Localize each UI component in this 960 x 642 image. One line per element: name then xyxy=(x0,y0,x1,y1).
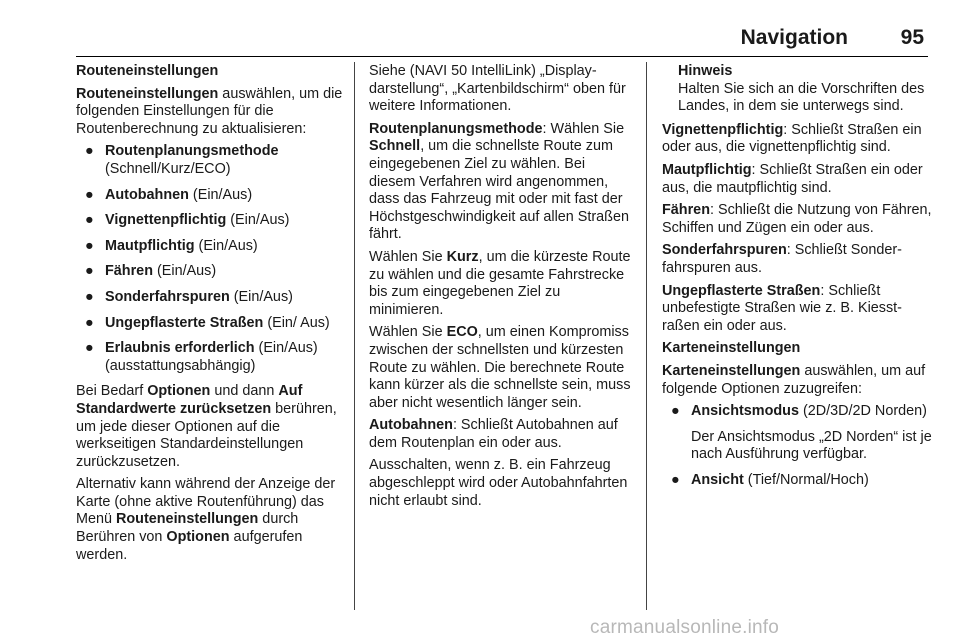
bullet-icon: ● xyxy=(85,143,94,160)
map-intro-paragraph: Karteneinstellungen auswählen, um auf folgende Optionen zuzugreifen: xyxy=(662,362,926,397)
list-item: ● Ungepflasterte Straßen (Ein/ Aus) xyxy=(85,314,330,331)
note-text: Halten Sie sich an die Vorschriften des Landes, in dem sie unterwegs sind. xyxy=(678,80,925,115)
column-3 xyxy=(662,63,932,497)
ungepflastert-paragraph: Ungepflasterte Straßen: Schließt unbefestigte Straßen wie z. B. Kiesstraßen ein oder aus. xyxy=(662,282,902,334)
list-item: ● Routenplanungsmethode (Schnell/Kurz/ECO) xyxy=(85,143,279,177)
method-paragraph: Routenplanungsmethode: Wählen Sie Schnell, um die schnellste Route zum eingegebenen Ziel zu wählen. Bei diesem Verfahren wird angenommen, dass das Fahrzeug mit oder mit fast der Höchstgeschwindigkeit auf allen Straßen fährt. xyxy=(369,120,629,243)
map-settings-list xyxy=(662,403,932,421)
autobahnen-paragraph: Autobahnen: Schließt Autobahnen auf dem Routenplan ein oder aus. xyxy=(369,417,618,451)
bullet-icon: ● xyxy=(85,263,94,280)
route-settings-list xyxy=(76,143,344,375)
see-also-paragraph: Siehe (NAVI 50 IntelliLink) „Displaydarstellung“, „Kartenbildschirm“ oben für weitere Informationen. xyxy=(369,63,626,115)
intro-paragraph: Routeneinstellungen auswählen, um die folgenden Einstellungen für die Routenberechnung zu aktualisieren: xyxy=(76,85,343,137)
alternative-paragraph: Alternativ kann während der Anzeige der Karte (ohne aktive Routenführung) das Menü Routeneinstellungen durch Berühren von Optionen aufgerufen werden. xyxy=(76,476,336,563)
list-item: ● Autobahnen (Ein/Aus) xyxy=(85,186,253,203)
eco-paragraph: Wählen Sie ECO, um einen Kompromiss zwischen der schnellsten und kürzesten Route zu wählen. Die berechnete Route kann kürzer als die schnellste sein, muss aber nicht wesentlich länger sein. xyxy=(369,324,631,411)
list-item: ● Ansicht (Tief/Normal/Hoch) xyxy=(671,471,869,488)
view-mode-note: Der Ansichtsmodus „2D Norden“ ist je nach Ausführung verfügbar. xyxy=(691,428,932,463)
note-box xyxy=(662,63,932,116)
sonderfahrspuren-paragraph: Sonderfahrspuren: Schließt Sonderfahrspuren aus. xyxy=(662,242,902,276)
watermark: carmanualsonline.info xyxy=(590,617,780,638)
bullet-icon: ● xyxy=(85,237,94,254)
maut-paragraph: Mautpflichtig: Schließt Straßen ein oder aus, die mautpflichtig sind. xyxy=(662,161,923,196)
bullet-icon: ● xyxy=(671,471,680,488)
list-item: ● Mautpflichtig (Ein/Aus) xyxy=(85,237,258,254)
page-number: 95 xyxy=(900,26,924,49)
column-1 xyxy=(76,63,344,569)
column-divider-1 xyxy=(354,62,355,610)
list-item: ● Erlaubnis erforderlich (Ein/Aus) (ausstattungsabhängig) xyxy=(85,340,318,374)
bullet-icon: ● xyxy=(85,314,94,331)
bullet-icon: ● xyxy=(85,212,94,229)
bullet-icon: ● xyxy=(85,340,94,357)
map-settings-list-2 xyxy=(662,472,932,490)
list-item: ● Sonderfahrspuren (Ein/Aus) xyxy=(85,288,293,305)
vignette-paragraph: Vignettenpflichtig: Schließt Straßen ein oder aus, die vignettenpflichtig sind. xyxy=(662,121,922,156)
header-rule xyxy=(76,56,928,57)
note-heading: Hinweis xyxy=(678,63,733,79)
chapter-title: Navigation xyxy=(740,26,848,49)
list-item: ● Ansichtsmodus (2D/3D/2D Norden) xyxy=(671,403,927,420)
column-2 xyxy=(369,63,635,515)
ausschalten-paragraph: Ausschalten, wenn z. B. ein Fahrzeug abgeschleppt wird oder Autobahnfahrten nicht erlaubt sind. xyxy=(369,457,628,509)
section-title-routeneinstellungen: Routeneinstellungen xyxy=(76,63,219,79)
faehren-paragraph: Fähren: Schließt die Nutzung von Fähren, Schiffen und Zügen ein oder aus. xyxy=(662,202,932,236)
bullet-icon: ● xyxy=(671,403,680,420)
reset-paragraph: Bei Bedarf Optionen und dann Auf Standardwerte zurücksetzen berühren, um jede dieser Optionen auf die werkseitigen Standardeinstellungen zurückzusetzen. xyxy=(76,383,337,470)
page-header xyxy=(76,26,926,56)
list-item: ● Fähren (Ein/Aus) xyxy=(85,263,217,280)
bullet-icon: ● xyxy=(85,186,94,203)
list-item: ● Vignettenpflichtig (Ein/Aus) xyxy=(85,212,290,229)
column-divider-2 xyxy=(646,62,647,610)
section-title-karteneinstellungen: Karteneinstellungen xyxy=(662,340,801,357)
bullet-icon: ● xyxy=(85,288,94,305)
kurz-paragraph: Wählen Sie Kurz, um die kürzeste Route zu wählen und die gesamte Fahrstrecke bis zum eingegebenen Ziel zu minimieren. xyxy=(369,248,631,318)
